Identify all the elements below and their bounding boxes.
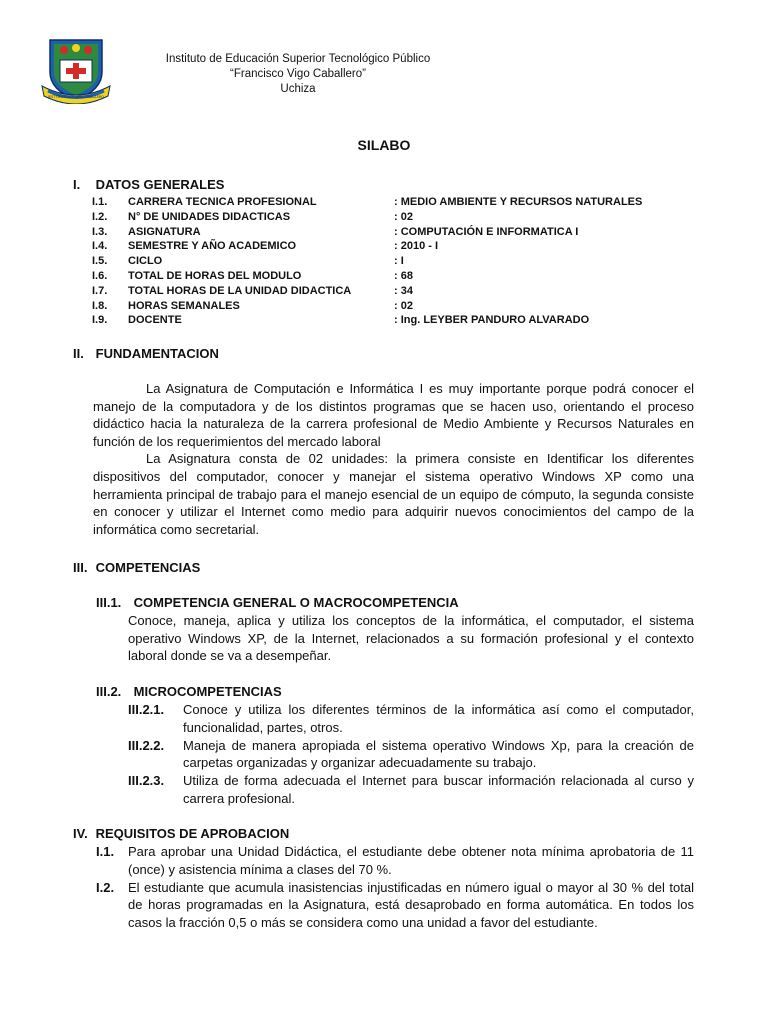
list-item: III.2.3. Utiliza de forma adecuada el Internet para buscar información relacionada al curso y carrera profesional. <box>128 773 694 806</box>
list-item: III.2.2. Maneja de manera apropiada el sistema operativo Windows Xp, para la creación de carpetas organizadas y organizar adecuadamente su trabajo. <box>128 737 694 771</box>
fundamentacion-text <box>93 380 694 538</box>
list-item: III.2.1. Conoce y utiliza los diferentes términos de la informática así como el computador, funcionalidad, partes, otros. <box>128 702 694 735</box>
paragraph: La Asignatura consta de 02 unidades: la primera consiste en Identificar los diferentes dispositivos del computador, conocer y manejar el sistema operativo Windows XP como una herramienta principal de trabajo para el manejo esencial de un equipo de cómputo, la segunda consiste en conocer y utilizar el Internet como medio para adquirir nuevos conocimientos del campo de la informática como secretarial. <box>93 451 694 537</box>
subsection-3-1-heading: III.1. COMPETENCIA GENERAL O MACROCOMPETENCIA <box>96 595 459 610</box>
institute-line-3: Uchiza <box>280 83 316 95</box>
section-2-title: FUNDAMENTACION <box>95 346 219 361</box>
section-3-number: III. <box>73 560 88 575</box>
institute-logo <box>40 34 112 104</box>
section-4-title: REQUISITOS DE APROBACION <box>95 826 290 841</box>
section-4-number: IV. <box>73 826 88 841</box>
document-title: SILABO <box>357 137 411 153</box>
section-3-title: COMPETENCIAS <box>95 560 201 575</box>
institute-line-2: “Francisco Vigo Caballero” <box>230 68 366 80</box>
section-1-title: DATOS GENERALES <box>95 177 225 192</box>
subsection-3-2-heading: III.2. MICROCOMPETENCIAS <box>96 684 282 699</box>
general-data-row: I.2. N° DE UNIDADES DIDACTICAS : 02 <box>92 210 413 223</box>
requisitos-list <box>96 843 694 932</box>
institute-line-1: Instituto de Educación Superior Tecnológico Público <box>165 53 431 65</box>
general-data-list <box>92 195 642 328</box>
microcompetencias-list <box>128 701 694 808</box>
general-data-row: I.3. ASIGNATURA : COMPUTACIÓN E INFORMATICA I <box>92 225 579 238</box>
general-data-row: I.1. CARRERA TECNICA PROFESIONAL : MEDIO AMBIENTE Y RECURSOS NATURALES <box>92 196 643 208</box>
general-data-row: I.5. CICLO : I <box>92 255 404 268</box>
section-3-heading <box>73 560 200 575</box>
document-header <box>40 30 740 100</box>
list-item: I.1. Para aprobar una Unidad Didáctica, el estudiante debe obtener nota mínima aprobatoria de 11 (once) y asistencia mínima a clases del 70 %. <box>96 844 694 877</box>
general-data-row: I.4. SEMESTRE Y AÑO ACADEMICO : 2010 - I <box>92 240 439 253</box>
section-1-number: I. <box>73 177 81 192</box>
section-1-heading <box>73 177 224 192</box>
paragraph: La Asignatura de Computación e Informática I es muy importante porque podrá conocer el manejo de la computadora y de los distintos programas que se hacen uso, orientando el proceso didáctico hacia la naturaleza de la carrera profesional de Medio Ambiente y Recursos Naturales en función de los requerimientos del mercado laboral <box>93 381 694 449</box>
section-4-heading <box>73 826 289 841</box>
general-data-row: I.9. DOCENTE : Ing. LEYBER PANDURO ALVARADO <box>92 314 590 327</box>
section-2-number: II. <box>73 346 84 361</box>
institute-name-block <box>118 52 478 99</box>
logo-banner-text: IEST FRANCISCO VIGO CABALLERO <box>48 95 104 99</box>
list-item: I.2. El estudiante que acumula inasistencias injustificadas en número igual o mayor al 30 % del total de horas programadas en la Asignatura, está desaprobado en forma automática. En todos los casos la fracción 0,5 o más se considera como una unidad a favor del estudiante. <box>96 879 694 930</box>
section-2-heading <box>73 346 219 361</box>
general-data-row: I.6. TOTAL DE HORAS DEL MODULO : 68 <box>92 269 413 282</box>
general-data-row: I.7. TOTAL HORAS DE LA UNIDAD DIDACTICA : 34 <box>92 284 413 297</box>
macrocompetencia-text: Conoce, maneja, aplica y utiliza los conceptos de la informática, el computador, el sistema operativo Windows XP, de la Internet, relacionados a su formación profesional y el contexto laboral donde se va a desempeñar. <box>128 613 694 664</box>
general-data-row: I.8. HORAS SEMANALES : 02 <box>92 299 413 312</box>
